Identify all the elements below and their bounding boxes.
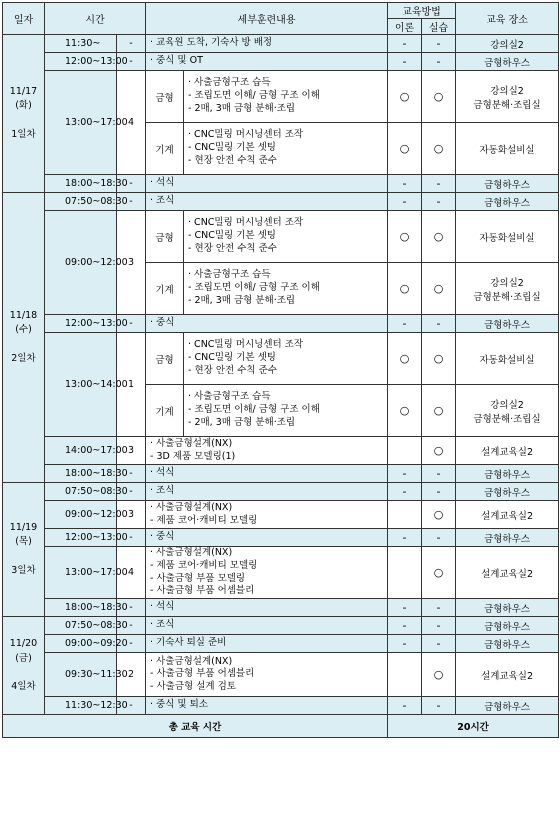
day-cell <box>3 617 45 715</box>
total-label: 총 교육 시간 <box>3 715 388 738</box>
time-cell: 07:50~08:30 <box>45 617 117 635</box>
place-cell <box>456 547 559 599</box>
day-cell <box>3 35 45 193</box>
hours-cell: - <box>117 529 146 547</box>
content-line: - 현장 안전 수칙 준수 <box>188 364 277 376</box>
content-line: - 제품 코어·캐비티 모델링 <box>150 559 258 571</box>
time-cell: 07:50~08:30 <box>45 193 117 211</box>
practice-cell: ○ <box>422 71 456 123</box>
day-cell <box>3 483 45 617</box>
content-line: · 교육원 도착, 기숙사 방 배정 <box>150 37 273 49</box>
day-cell <box>3 193 45 483</box>
day-label: 1일차 <box>11 128 36 140</box>
category-cell: 금형 <box>146 211 184 263</box>
content-line: · 사출금형설계(NX) <box>150 547 233 558</box>
table-row <box>3 653 559 697</box>
practice-cell: - <box>422 315 456 333</box>
content-line: - 제품 코어·캐비티 모델링 <box>150 514 258 526</box>
hours-cell: 3 <box>117 211 146 315</box>
place-line: 금형하우스 <box>484 533 530 545</box>
place-line: 강의실2 <box>490 277 524 289</box>
time-cell: 13:00~17:00 <box>45 547 117 599</box>
category-cell: 금형 <box>146 71 184 123</box>
practice-cell: ○ <box>422 501 456 529</box>
place-cell <box>456 385 559 437</box>
place-cell <box>456 599 559 617</box>
day-label: 4일차 <box>11 681 36 692</box>
place-line: 강의실2 <box>490 39 524 51</box>
content-line: · 중식 및 퇴소 <box>150 699 208 711</box>
hours-cell: 4 <box>117 71 146 175</box>
theory-cell: - <box>388 35 422 53</box>
place-cell <box>456 53 559 71</box>
day-date: 11/19 <box>9 522 38 534</box>
practice-cell: ○ <box>422 437 456 465</box>
place-cell <box>456 437 559 465</box>
table-row <box>3 71 559 123</box>
content-cell <box>146 529 388 547</box>
content-line: · 조식 <box>150 619 175 631</box>
content-line: · 사출금형설계(NX) <box>150 437 233 449</box>
place-cell <box>456 211 559 263</box>
time-cell: 11:30~ <box>45 35 117 53</box>
theory-cell <box>388 547 422 599</box>
place-line: 금형하우스 <box>484 469 530 481</box>
content-line: · 조식 <box>150 485 175 497</box>
practice-cell: - <box>422 193 456 211</box>
theory-cell <box>388 437 422 465</box>
content-line: · 석식 <box>150 601 175 613</box>
place-cell <box>456 635 559 653</box>
table-row <box>3 529 559 547</box>
practice-cell: ○ <box>422 211 456 263</box>
hours-cell: - <box>117 175 146 193</box>
table-row <box>3 465 559 483</box>
practice-cell: ○ <box>422 385 456 437</box>
place-line: 금형하우스 <box>484 487 530 499</box>
content-cell <box>184 263 388 315</box>
time-cell: 18:00~18:30 <box>45 599 117 617</box>
place-cell <box>456 263 559 315</box>
time-cell: 12:00~13:00 <box>45 529 117 547</box>
category-cell: 기계 <box>146 123 184 175</box>
content-line: · CNC밀링 머시닝센터 조작 <box>188 129 304 141</box>
place-line: 금형하우스 <box>484 179 530 191</box>
content-line: - 조립도면 이해/ 금형 구조 이해 <box>188 282 320 294</box>
content-line: · 중식 <box>150 531 175 543</box>
table-row <box>3 599 559 617</box>
content-line: · CNC밀링 머시닝센터 조작 <box>188 339 304 351</box>
content-cell <box>184 385 388 437</box>
practice-cell: - <box>422 35 456 53</box>
header-theory: 이론 <box>388 19 422 35</box>
content-line: - 사출금형 부품 모델링 <box>150 572 246 584</box>
day-date: 11/18 <box>9 310 38 321</box>
theory-cell: - <box>388 635 422 653</box>
content-cell <box>146 653 388 697</box>
practice-cell: - <box>422 635 456 653</box>
theory-cell: - <box>388 175 422 193</box>
header-time: 시간 <box>45 3 146 35</box>
content-line: - 사출금형 설계 검토 <box>150 681 236 693</box>
theory-cell: - <box>388 529 422 547</box>
theory-cell: ○ <box>388 123 422 175</box>
place-line: 금형하우스 <box>484 603 530 615</box>
place-line: 설계교육실2 <box>481 568 533 580</box>
theory-cell <box>388 501 422 529</box>
time-cell: 18:00~18:30 <box>45 465 117 483</box>
table-row <box>3 35 559 53</box>
hours-cell: - <box>117 617 146 635</box>
content-cell <box>146 465 388 483</box>
table-row <box>3 635 559 653</box>
hours-cell: - <box>117 697 146 715</box>
place-line: 자동화설비실 <box>479 144 535 156</box>
hours-cell: - <box>117 465 146 483</box>
practice-cell: - <box>422 697 456 715</box>
place-cell <box>456 697 559 715</box>
theory-cell: ○ <box>388 385 422 437</box>
place-cell <box>456 529 559 547</box>
content-line: - 조립도면 이해/ 금형 구조 이해 <box>188 90 320 102</box>
content-cell <box>146 483 388 501</box>
time-cell: 09:00~12:00 <box>45 501 117 529</box>
place-cell <box>456 193 559 211</box>
total-hours: 20시간 <box>388 715 559 738</box>
content-line: · CNC밀링 머시닝센터 조작 <box>188 217 304 229</box>
time-cell: 14:00~17:00 <box>45 437 117 465</box>
content-line: - 사출금형 부품 어셈블리 <box>150 585 255 597</box>
content-line: · 중식 및 OT <box>150 55 203 67</box>
day-label: 3일차 <box>11 564 36 576</box>
time-cell: 09:00~09:20 <box>45 635 117 653</box>
day-date: 11/17 <box>9 86 38 97</box>
content-cell <box>146 617 388 635</box>
day-date: 11/20 <box>9 638 38 650</box>
theory-cell: ○ <box>388 71 422 123</box>
table-row <box>3 547 559 599</box>
content-line: - CNC밀링 기본 셋팅 <box>188 142 276 154</box>
content-line: · 석식 <box>150 467 175 479</box>
practice-cell: - <box>422 599 456 617</box>
practice-cell: - <box>422 617 456 635</box>
content-cell <box>184 123 388 175</box>
content-line: · 기숙사 퇴실 준비 <box>150 637 227 649</box>
practice-cell: ○ <box>422 263 456 315</box>
content-line: · 사출금형설계(NX) <box>150 655 233 667</box>
hours-cell: 1 <box>117 333 146 437</box>
place-line: 금형하우스 <box>484 319 530 331</box>
hours-cell: 2 <box>117 653 146 697</box>
place-line: 금형하우스 <box>484 701 530 713</box>
table-row <box>3 483 559 501</box>
practice-cell: - <box>422 175 456 193</box>
content-line: - CNC밀링 기본 셋팅 <box>188 230 276 242</box>
place-line: 금형분해·조립실 <box>473 291 541 303</box>
time-cell: 18:00~18:30 <box>45 175 117 193</box>
place-cell <box>456 501 559 529</box>
content-line: - 사출금형 부품 어셈블리 <box>150 668 255 680</box>
place-cell <box>456 465 559 483</box>
theory-cell: ○ <box>388 263 422 315</box>
content-line: · 사출금형설계(NX) <box>150 501 233 513</box>
theory-cell: ○ <box>388 211 422 263</box>
theory-cell: - <box>388 465 422 483</box>
place-cell <box>456 653 559 697</box>
content-line: - 2매, 3매 금형 분해·조립 <box>188 294 296 306</box>
time-cell: 12:00~13:00 <box>45 315 117 333</box>
header-method: 교육방법 <box>388 3 456 19</box>
content-line: - 2매, 3매 금형 분해·조립 <box>188 416 296 428</box>
theory-cell: ○ <box>388 333 422 385</box>
theory-cell: - <box>388 599 422 617</box>
place-line: 강의실2 <box>490 399 524 411</box>
category-cell: 금형 <box>146 333 184 385</box>
content-cell <box>184 333 388 385</box>
practice-cell: - <box>422 529 456 547</box>
hours-cell: - <box>117 483 146 501</box>
practice-cell: - <box>422 465 456 483</box>
place-line: 설계교육실2 <box>481 510 533 522</box>
hours-cell: 4 <box>117 547 146 599</box>
content-cell <box>184 71 388 123</box>
hours-cell: 3 <box>117 437 146 465</box>
place-cell <box>456 123 559 175</box>
practice-cell: - <box>422 53 456 71</box>
table-row <box>3 501 559 529</box>
content-line: - 3D 제품 모델링(1) <box>150 450 236 462</box>
content-line: - 현장 안전 수칙 준수 <box>188 242 277 254</box>
header-day: 일자 <box>3 3 45 35</box>
content-cell <box>146 175 388 193</box>
content-line: · 사출금형구조 습득 <box>188 77 271 89</box>
theory-cell: - <box>388 617 422 635</box>
practice-cell: ○ <box>422 547 456 599</box>
place-line: 금형하우스 <box>484 197 530 209</box>
day-weekday: (수) <box>15 324 32 336</box>
place-line: 설계교육실2 <box>481 670 533 682</box>
table-row <box>3 193 559 211</box>
theory-cell: - <box>388 483 422 501</box>
time-cell: 13:00~17:00 <box>45 71 117 175</box>
place-line: 금형하우스 <box>484 57 530 69</box>
time-cell: 11:30~12:30 <box>45 697 117 715</box>
place-line: 설계교육실2 <box>481 446 533 458</box>
practice-cell: ○ <box>422 123 456 175</box>
time-cell: 09:30~11:30 <box>45 653 117 697</box>
content-line: · 사출금형구조 습득 <box>188 391 271 403</box>
practice-cell: - <box>422 483 456 501</box>
place-cell <box>456 483 559 501</box>
content-cell <box>146 547 388 599</box>
training-schedule-table <box>2 2 559 738</box>
content-line: - CNC밀링 기본 셋팅 <box>188 352 276 364</box>
place-line: 강의실2 <box>490 85 524 97</box>
content-cell <box>146 501 388 529</box>
table-row <box>3 617 559 635</box>
time-cell: 07:50~08:30 <box>45 483 117 501</box>
day-label: 2일차 <box>11 352 36 364</box>
table-row <box>3 333 559 385</box>
place-cell <box>456 175 559 193</box>
hours-cell: - <box>117 35 146 53</box>
category-cell: 기계 <box>146 263 184 315</box>
hours-cell: - <box>117 53 146 71</box>
theory-cell: - <box>388 53 422 71</box>
hours-cell: - <box>117 635 146 653</box>
day-weekday: (화) <box>15 100 32 112</box>
header-content: 세부훈련내용 <box>146 3 388 35</box>
place-line: 금형하우스 <box>484 639 530 651</box>
time-cell: 13:00~14:00 <box>45 333 117 437</box>
practice-cell: ○ <box>422 653 456 697</box>
day-weekday: (목) <box>15 536 32 548</box>
table-row <box>3 53 559 71</box>
hours-cell: - <box>117 599 146 617</box>
table-row <box>3 211 559 263</box>
header-place: 교육 장소 <box>456 3 559 35</box>
table-row <box>3 175 559 193</box>
hours-cell: - <box>117 315 146 333</box>
content-cell <box>146 53 388 71</box>
content-line: · 사출금형구조 습득 <box>188 269 271 281</box>
content-cell <box>146 635 388 653</box>
content-line: · 조식 <box>150 195 175 207</box>
content-cell <box>146 437 388 465</box>
content-line: · 석식 <box>150 177 175 189</box>
place-cell <box>456 617 559 635</box>
header-practice: 실습 <box>422 19 456 35</box>
practice-cell: ○ <box>422 333 456 385</box>
place-cell <box>456 35 559 53</box>
place-cell <box>456 315 559 333</box>
content-cell <box>146 315 388 333</box>
place-line: 자동화설비실 <box>479 354 535 366</box>
place-line: 자동화설비실 <box>479 232 535 244</box>
table-row <box>3 437 559 465</box>
content-line: · 중식 <box>150 317 175 329</box>
hours-cell: 3 <box>117 501 146 529</box>
place-line: 금형분해·조립실 <box>473 413 541 425</box>
theory-cell: - <box>388 697 422 715</box>
table-row <box>3 697 559 715</box>
category-cell: 기계 <box>146 385 184 437</box>
content-line: - 현장 안전 수칙 준수 <box>188 154 277 166</box>
time-cell: 09:00~12:00 <box>45 211 117 315</box>
content-line: - 2매, 3매 금형 분해·조립 <box>188 102 296 114</box>
table-row <box>3 315 559 333</box>
content-cell <box>146 599 388 617</box>
place-cell <box>456 333 559 385</box>
day-weekday: (금) <box>15 652 32 664</box>
place-line: 금형분해·조립실 <box>473 99 541 111</box>
content-cell <box>184 211 388 263</box>
theory-cell: - <box>388 193 422 211</box>
place-line: 금형하우스 <box>484 621 530 633</box>
theory-cell <box>388 653 422 697</box>
hours-cell: - <box>117 193 146 211</box>
content-cell <box>146 193 388 211</box>
content-cell <box>146 35 388 53</box>
time-cell: 12:00~13:00 <box>45 53 117 71</box>
theory-cell: - <box>388 315 422 333</box>
place-cell <box>456 71 559 123</box>
content-cell <box>146 697 388 715</box>
content-line: - 조립도면 이해/ 금형 구조 이해 <box>188 404 320 416</box>
